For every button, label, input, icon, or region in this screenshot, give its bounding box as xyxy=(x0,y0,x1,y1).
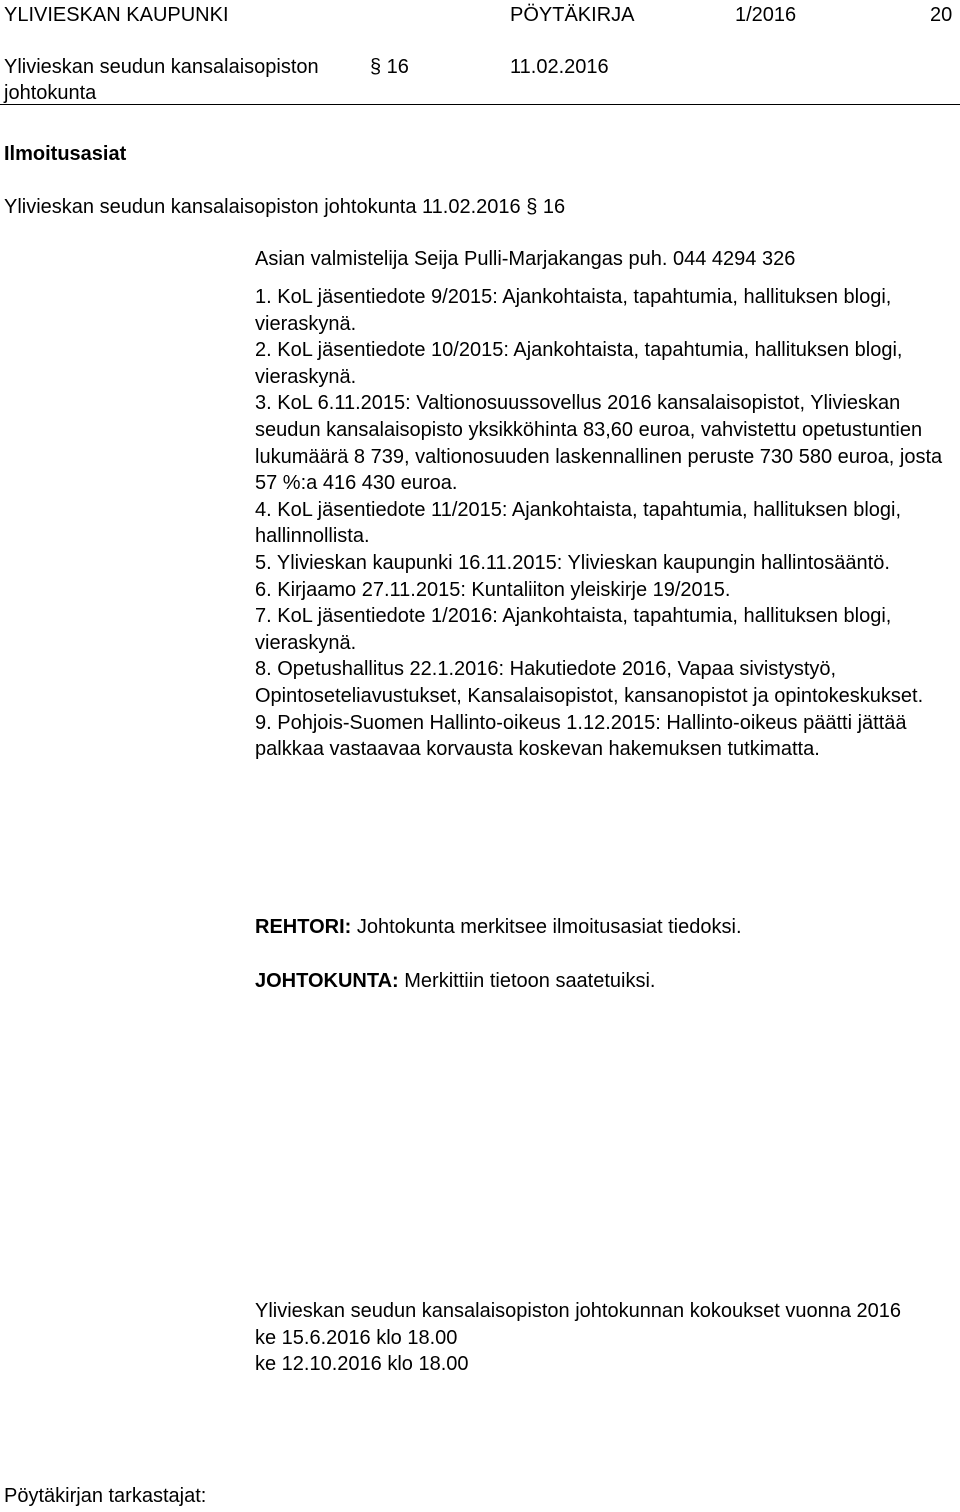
decision-paragraph xyxy=(255,968,656,994)
decision-text: Merkittiin tietoon saatetuiksi. xyxy=(404,970,656,992)
section-mark: § 16 xyxy=(370,56,409,78)
meeting-date-item: ke 12.10.2016 klo 18.00 xyxy=(255,1353,469,1376)
decision-label: JOHTOKUNTA: xyxy=(255,970,399,992)
page-number: 20 xyxy=(930,4,953,26)
list-item: 5. Ylivieskan kaupunki 16.11.2015: Ylivieskan kaupungin hallintosääntö. xyxy=(255,551,890,574)
proposal-paragraph xyxy=(255,914,742,940)
list-item: 6. Kirjaamo 27.11.2015: Kuntaliiton yleiskirje 19/2015. xyxy=(255,578,731,601)
reviewers-label: Pöytäkirjan tarkastajat: xyxy=(4,1485,207,1507)
document-number: 1/2016 xyxy=(735,4,797,26)
proposal-text: Johtokunta merkitsee ilmoitusasiat tiedoksi. xyxy=(356,916,742,938)
list-item: 8. Opetushallitus 22.1.2016: Hakutiedote 2016, Vapaa sivistystyö, Opintoseteliavustukset, Kansalaisopistot, kansanopistot ja opintokeskukset. xyxy=(255,658,924,707)
meetings-heading: Ylivieskan seudun kansalaisopiston johtokunnan kokoukset vuonna 2016 xyxy=(255,1300,902,1322)
meeting-date: 11.02.2016 xyxy=(510,56,609,78)
section-reference: Ylivieskan seudun kansalaisopiston johtokunta 11.02.2016 § 16 xyxy=(4,196,566,218)
list-item: 9. Pohjois-Suomen Hallinto-oikeus 1.12.2015: Hallinto-oikeus päätti jättää palkkaa vastaavaa korvausta koskevan hakemuksen tutkimatta. xyxy=(255,711,907,761)
meeting-date-item: ke 15.6.2016 klo 18.00 xyxy=(255,1326,458,1349)
proposal-label: REHTORI: xyxy=(255,916,352,938)
list-item: 1. KoL jäsentiedote 9/2015: Ajankohtaista, tapahtumia, hallituksen blogi, vieraskynä. xyxy=(255,286,892,335)
document-type: PÖYTÄKIRJA xyxy=(510,4,635,26)
header-divider xyxy=(0,104,960,105)
section-title: Ilmoitusasiat xyxy=(4,143,127,165)
notice-list xyxy=(255,284,955,763)
list-item: 3. KoL 6.11.2015: Valtionosuussovellus 2016 kansalaisopistot, Ylivieskan seudun kansalaisopisto yksikköhinta 83,60 euroa, vahvistettu opetustuntien lukumäärä 8 739, valtionosuuden laskennallinen peruste 730 580 euroa, josta 57 %:a 416 430 euroa. xyxy=(255,392,943,495)
body-name-line1: Ylivieskan seudun kansalaisopiston xyxy=(4,56,319,78)
meetings-schedule xyxy=(255,1298,955,1378)
body-name-line2: johtokunta xyxy=(4,82,97,104)
organization-name: YLIVIESKAN KAUPUNKI xyxy=(4,4,229,26)
list-item: 7. KoL jäsentiedote 1/2016: Ajankohtaista, tapahtumia, hallituksen blogi, vieraskynä. xyxy=(255,605,892,654)
list-item: 4. KoL jäsentiedote 11/2015: Ajankohtaista, tapahtumia, hallituksen blogi, hallinnollista. xyxy=(255,498,902,548)
list-item: 2. KoL jäsentiedote 10/2015: Ajankohtaista, tapahtumia, hallituksen blogi, vieraskynä. xyxy=(255,339,903,388)
preparer-info: Asian valmistelija Seija Pulli-Marjakangas puh. 044 4294 326 xyxy=(255,248,796,270)
